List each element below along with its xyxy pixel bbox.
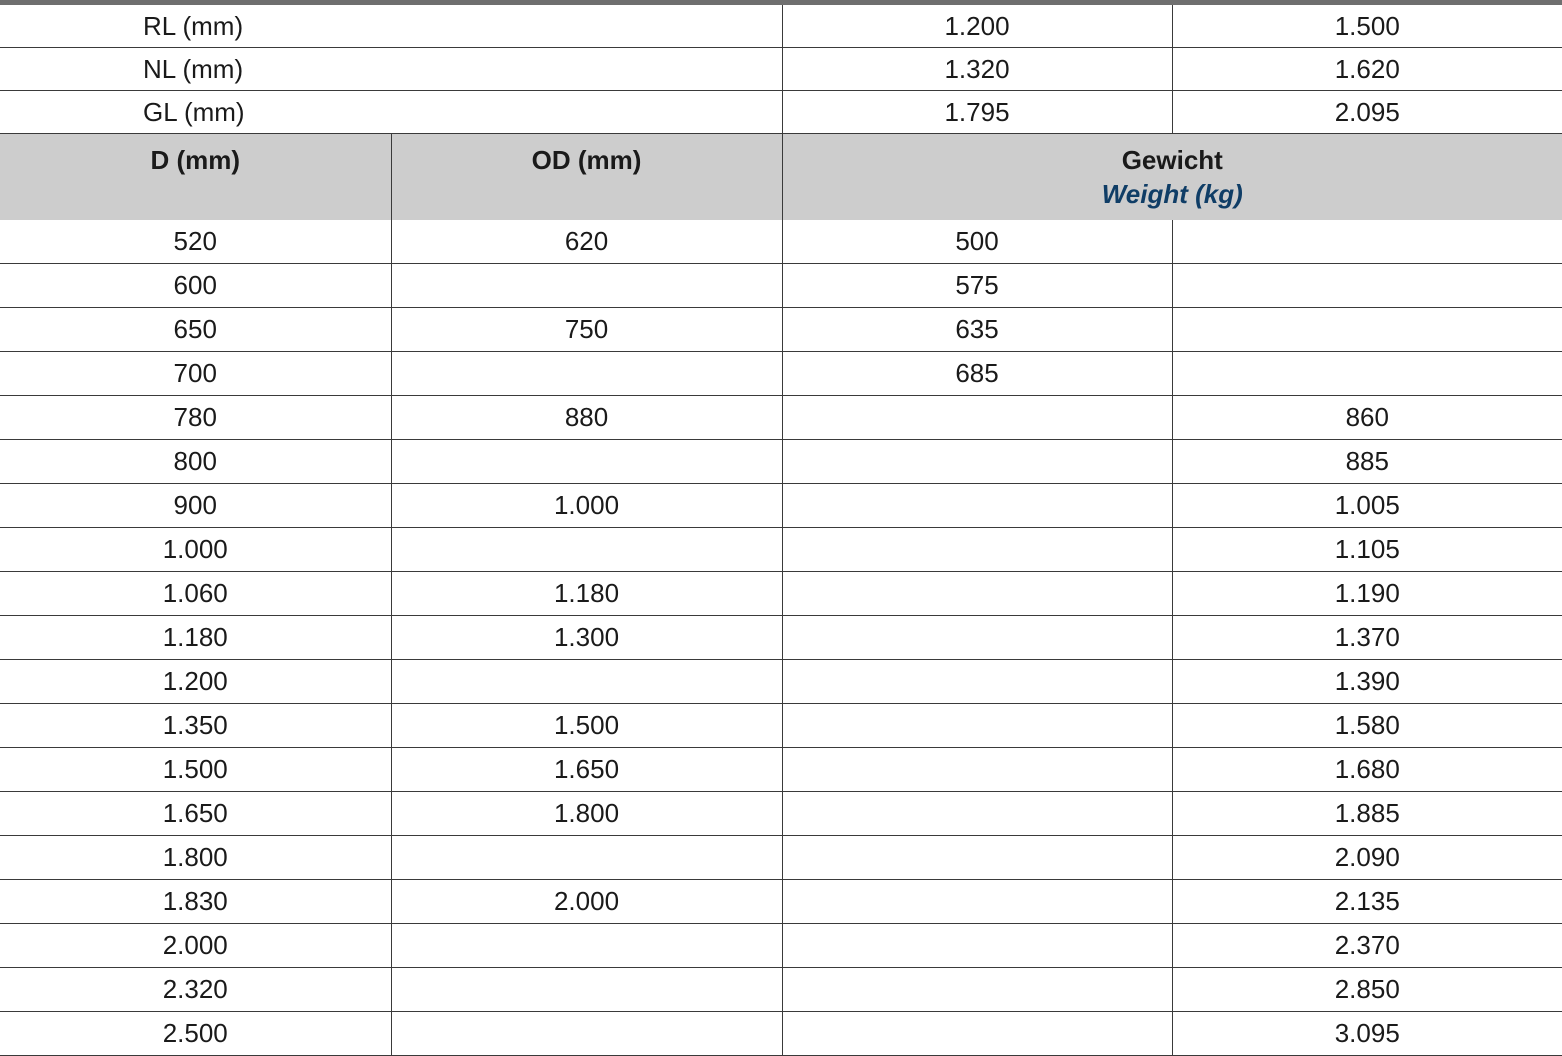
cell-od: 1.650 [391, 747, 782, 791]
cell-weight-1500 [1172, 307, 1562, 351]
cell-weight-1200 [782, 747, 1172, 791]
cell-weight-1200 [782, 1011, 1172, 1055]
dimension-row [0, 91, 1562, 134]
table-row [0, 923, 1562, 967]
cell-weight-1500: 3.095 [1172, 1011, 1562, 1055]
header-weight-en: Weight (kg) [1101, 179, 1243, 209]
cell-d: 1.830 [0, 879, 391, 923]
cell-d: 1.650 [0, 791, 391, 835]
table-row [0, 835, 1562, 879]
cell-od [391, 923, 782, 967]
dimension-value: 1.620 [1172, 48, 1562, 91]
weight-table [0, 5, 1562, 1056]
dimension-value: 2.095 [1172, 91, 1562, 134]
cell-od [391, 351, 782, 395]
cell-d: 700 [0, 351, 391, 395]
cell-d: 800 [0, 439, 391, 483]
cell-d: 2.000 [0, 923, 391, 967]
cell-d: 1.500 [0, 747, 391, 791]
cell-d: 600 [0, 263, 391, 307]
dimension-value: 1.795 [782, 91, 1172, 134]
cell-od [391, 659, 782, 703]
cell-weight-1200 [782, 703, 1172, 747]
cell-weight-1200 [782, 835, 1172, 879]
cell-weight-1200 [782, 571, 1172, 615]
cell-weight-1500: 1.005 [1172, 483, 1562, 527]
cell-weight-1500: 885 [1172, 439, 1562, 483]
cell-d: 780 [0, 395, 391, 439]
cell-d: 2.320 [0, 967, 391, 1011]
cell-weight-1200 [782, 791, 1172, 835]
cell-weight-1500: 2.090 [1172, 835, 1562, 879]
cell-d: 520 [0, 220, 391, 264]
cell-weight-1500: 1.680 [1172, 747, 1562, 791]
table-row [0, 571, 1562, 615]
data-rows [0, 220, 1562, 1056]
cell-d: 900 [0, 483, 391, 527]
cell-od: 1.500 [391, 703, 782, 747]
cell-weight-1200 [782, 967, 1172, 1011]
cell-weight-1500: 2.135 [1172, 879, 1562, 923]
table-row [0, 263, 1562, 307]
cell-od: 1.000 [391, 483, 782, 527]
cell-weight-1200: 575 [782, 263, 1172, 307]
table-row [0, 220, 1562, 264]
cell-d: 1.180 [0, 615, 391, 659]
cell-weight-1200 [782, 527, 1172, 571]
cell-od: 2.000 [391, 879, 782, 923]
cell-weight-1200: 685 [782, 351, 1172, 395]
cell-d: 1.800 [0, 835, 391, 879]
cell-od: 750 [391, 307, 782, 351]
header-d: D (mm) [0, 134, 391, 220]
cell-weight-1500: 2.370 [1172, 923, 1562, 967]
cell-d: 1.000 [0, 527, 391, 571]
cell-weight-1500: 1.105 [1172, 527, 1562, 571]
table-row [0, 791, 1562, 835]
dimension-value: 1.320 [782, 48, 1172, 91]
cell-weight-1500: 1.370 [1172, 615, 1562, 659]
cell-weight-1200 [782, 923, 1172, 967]
cell-od [391, 527, 782, 571]
header-row [0, 134, 1562, 220]
table-row [0, 703, 1562, 747]
table-row [0, 307, 1562, 351]
cell-weight-1500: 1.885 [1172, 791, 1562, 835]
cell-weight-1500: 1.190 [1172, 571, 1562, 615]
dimension-value: 1.500 [1172, 5, 1562, 48]
cell-od [391, 1011, 782, 1055]
cell-od: 1.800 [391, 791, 782, 835]
cell-weight-1500 [1172, 351, 1562, 395]
table-row [0, 747, 1562, 791]
table-row [0, 659, 1562, 703]
table-row [0, 1011, 1562, 1055]
table-row [0, 439, 1562, 483]
cell-weight-1500: 860 [1172, 395, 1562, 439]
header-weight [782, 134, 1562, 220]
dimension-row [0, 5, 1562, 48]
dimension-rows [0, 5, 1562, 134]
cell-od [391, 835, 782, 879]
cell-weight-1500 [1172, 220, 1562, 264]
cell-d: 2.500 [0, 1011, 391, 1055]
cell-od [391, 967, 782, 1011]
cell-weight-1200 [782, 879, 1172, 923]
dimension-label: RL (mm) [0, 5, 782, 48]
table-header [0, 134, 1562, 220]
cell-od: 620 [391, 220, 782, 264]
cell-d: 1.060 [0, 571, 391, 615]
cell-weight-1200 [782, 395, 1172, 439]
table-row [0, 351, 1562, 395]
dimension-row [0, 48, 1562, 91]
cell-d: 1.200 [0, 659, 391, 703]
cell-weight-1200 [782, 483, 1172, 527]
cell-weight-1500: 2.850 [1172, 967, 1562, 1011]
table-row [0, 483, 1562, 527]
table-row [0, 615, 1562, 659]
cell-weight-1200 [782, 659, 1172, 703]
dimension-label: GL (mm) [0, 91, 782, 134]
cell-od: 1.180 [391, 571, 782, 615]
table-row [0, 527, 1562, 571]
header-od: OD (mm) [391, 134, 782, 220]
cell-od [391, 263, 782, 307]
dimension-value: 1.200 [782, 5, 1172, 48]
cell-od: 880 [391, 395, 782, 439]
cell-weight-1200: 500 [782, 220, 1172, 264]
cell-weight-1500: 1.390 [1172, 659, 1562, 703]
cell-weight-1500: 1.580 [1172, 703, 1562, 747]
table-row [0, 879, 1562, 923]
cell-od: 1.300 [391, 615, 782, 659]
table-row [0, 967, 1562, 1011]
cell-weight-1200: 635 [782, 307, 1172, 351]
cell-weight-1500 [1172, 263, 1562, 307]
cell-od [391, 439, 782, 483]
table-row [0, 395, 1562, 439]
dimension-label: NL (mm) [0, 48, 782, 91]
cell-weight-1200 [782, 615, 1172, 659]
header-weight-de: Gewicht [1121, 145, 1223, 175]
cell-d: 650 [0, 307, 391, 351]
cell-weight-1200 [782, 439, 1172, 483]
cell-d: 1.350 [0, 703, 391, 747]
